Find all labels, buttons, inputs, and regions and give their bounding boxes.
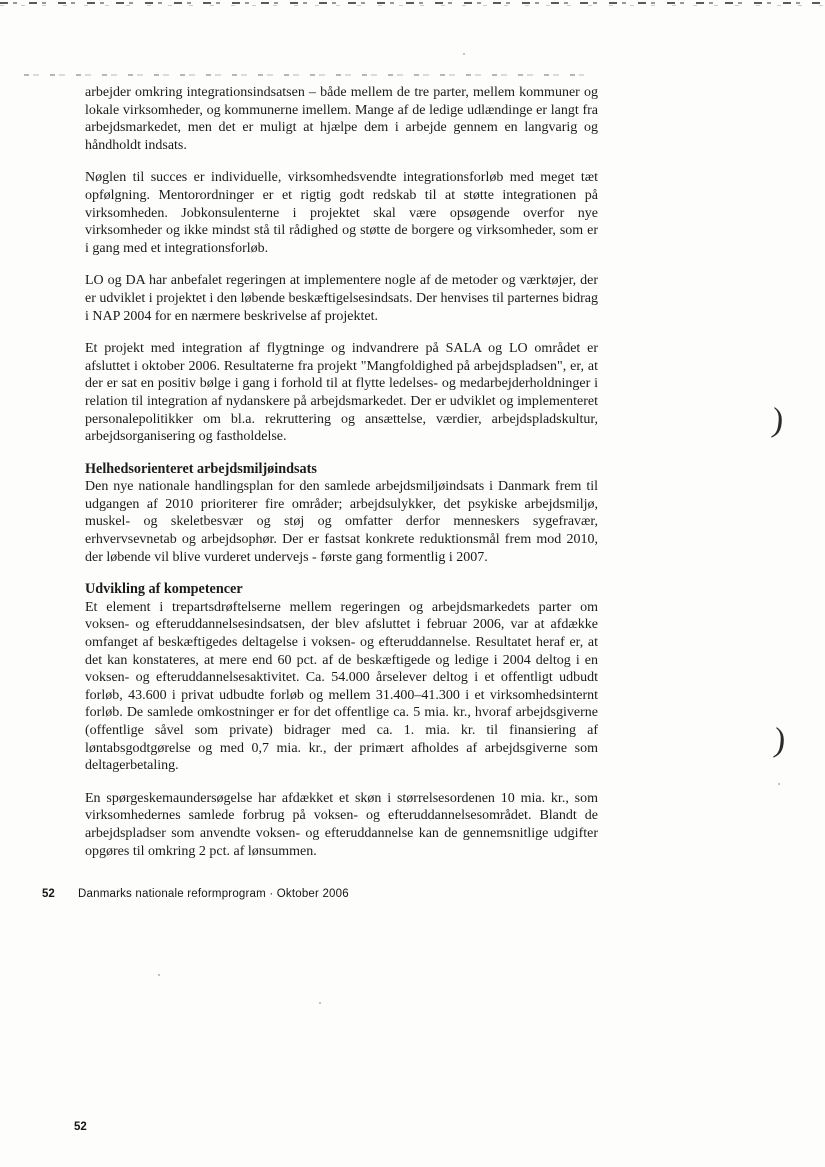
scan-speck — [463, 53, 465, 55]
paragraph-sporgeskemaundersogelse: En spørgeskemaundersøgelse har afdækket et skøn i størrelsesordenen 10 mia. kr., som virksomhedernes samlede forbrug på voksen- og efteruddannelsesområdet. Blandt de arbejdspladser som anvendte voksen- og efteruddannelse kan de gennemsnitlige udgifter opgøres til omkring 2 pct. af lønsummen. — [85, 790, 598, 859]
bottom-page-number: 52 — [74, 1121, 87, 1133]
heading-helhedsorienteret-arbejdsmiljoindsats: Helhedsorienteret arbejdsmiljøindsats — [85, 460, 317, 477]
paragraph-voksen-efteruddannelse: Et element i trepartsdrøftelserne mellem regeringen og arbejdsmarkedets parter om voksen- og efteruddannelsesindsatsen, der blev afsluttet i februar 2006, var at afdække omfanget af beskæftigedes deltagelse i voksen- og efteruddannelse. Resultatet heraf er, at det kan konstateres, at mere end 60 pct. af de beskæftigede og ledige i 2004 deltog i en voksen- og efteruddannelsesaktivitet. Ca. 54.000 årselever deltog i et offentligt udbudt forløb, 43.600 i privat udbudte forløb og mellem 31.400–41.300 i et virksomhedsinternt forløb. De samlede omkostninger er for det offentlige ca. 5 mia. kr., hvoraf arbejdsgiverne (offentlige såvel som private) bidrager med ca. 1. mia. kr. til finansiering af løntabsgodtgørelse og med 0,7 mia. kr., der primært afholdes af arbejdsgiverne som deltagerbetaling. — [85, 599, 598, 774]
scan-speck — [319, 1002, 321, 1004]
scan-artifact-dotted-line — [24, 74, 584, 76]
paragraph-lo-da-recommendation: LO og DA har anbefalet regeringen at implementere nogle af de metoder og værktøjer, der er udviklet i projektet i den løbende beskæftigelsesindsats. Der henvises til parternes bidrag i NAP 2004 for en nærmere beskrivelse af projektet. — [85, 273, 598, 324]
scan-speck — [158, 974, 160, 976]
footer-page-number: 52 — [42, 888, 55, 900]
document-body — [85, 84, 598, 875]
scan-artifact-paren-mark-2: ) — [772, 721, 788, 760]
running-footer — [0, 888, 825, 904]
paragraph-handlingsplan-2010: Den nye nationale handlingsplan for den samlede arbejdsmiljøindsats i Danmark frem til udgangen af 2010 prioriterer fire områder; arbejdsulykker, det psykiske arbejdsmiljø, muskel- og skeletbesvær og støj og omfatter derfor menneskers sygefravær, erhvervsevnetab og arbejdsophør. Der er fastsat konkrete reduktionsmål frem mod 2010, der løbende vil blive vurderet undervejs - første gang formentlig i 2007. — [85, 479, 598, 565]
paragraph-integration-success-key: Nøglen til succes er individuelle, virksomhedsvendte integrationsforløb med meget tæt opfølgning. Mentorordninger er et rigtig godt redskab til at støtte integrationen på virksomheden. Jobkonsulenterne i projektet skal være opsøgende overfor nye virksomheder og ikke mindst stå til rådighed og støtte de borgere og virksomheder, som er i gang med et integrationsforløb. — [85, 170, 598, 256]
scan-artifact-paren-mark-1: ) — [770, 401, 786, 440]
scan-noise-top-edge — [0, 2, 825, 7]
paragraph-sala-lo-project: Et projekt med integration af flygtninge og indvandrere på SALA og LO området er afsluttet i oktober 2006. Resultaterne fra projekt "Mangfoldighed på arbejdspladsen", er, at der er sat en positiv bølge i gang i forhold til at flytte ledelses- og medarbejderholdninger i relation til integration af nydanskere på arbejdsmarkedet. Der er udviklet og implementeret personalepolitikker om bl.a. rekruttering og ansættelse, værdier, arbejdspladskultur, arbejdsorganisering og fastholdelse. — [85, 341, 598, 445]
scan-speck — [778, 783, 780, 785]
footer-document-title: Danmarks nationale reformprogram · Oktober 2006 — [78, 888, 349, 900]
heading-udvikling-af-kompetencer: Udvikling af kompetencer — [85, 581, 243, 598]
paragraph-integration-cooperation: arbejder omkring integrationsindsatsen – både mellem de tre parter, mellem kommuner og lokale virksomheder, og kommunerne imellem. Mange af de ledige udlændinge er langt fra arbejdsmarkedet, men det er muligt at hjælpe dem i arbejde gennem en langvarig og håndholdt indsats. — [85, 85, 598, 153]
